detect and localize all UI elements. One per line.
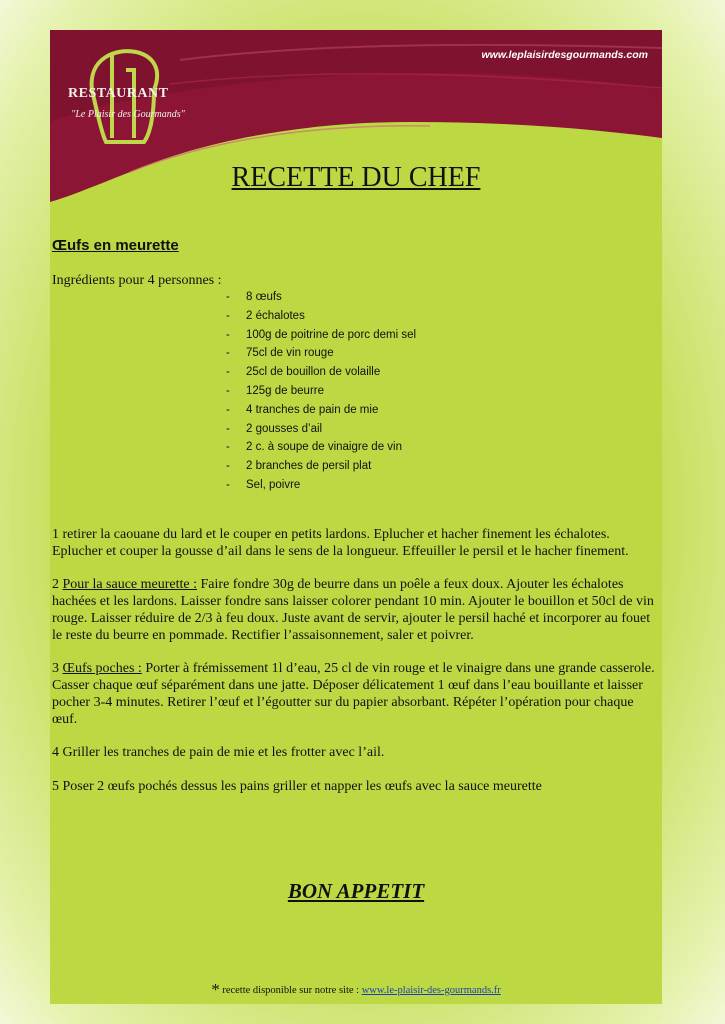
website-url[interactable]: www.leplaisirdesgourmands.com — [481, 49, 648, 61]
recipe-step — [52, 779, 662, 796]
recipe-step — [52, 745, 662, 762]
list-dash: - — [226, 328, 230, 341]
logo-tagline: "Le Plaisir des Gourmands" — [71, 109, 185, 120]
step-text: Griller les tranches de pain de mie et les frotter avec l’ail. — [62, 745, 385, 761]
ingredient-item — [226, 401, 416, 420]
recipe-steps — [52, 527, 662, 813]
step-number: 3 — [52, 661, 59, 677]
step-number: 5 — [52, 778, 59, 794]
ingredient-text: 125g de beurre — [246, 384, 325, 397]
list-dash: - — [226, 422, 230, 435]
list-dash: - — [226, 291, 230, 303]
ingredient-item — [226, 363, 416, 382]
list-dash: - — [226, 441, 230, 454]
ingredient-item — [226, 382, 416, 401]
ingredients-intro: Ingrédients pour 4 personnes : — [52, 273, 222, 288]
footnote-star: * — [211, 980, 220, 999]
step-label: Œufs poches : — [62, 661, 142, 677]
footer-link[interactable]: www.le-plaisir-des-gourmands.fr — [361, 985, 501, 996]
ingredient-item — [226, 438, 416, 457]
ingredient-text: Sel, poivre — [246, 478, 301, 491]
ingredient-item — [226, 420, 416, 439]
step-number: 4 — [52, 745, 59, 761]
list-dash: - — [226, 403, 230, 416]
ingredient-text: 2 branches de persil plat — [246, 460, 372, 473]
ingredient-item — [226, 288, 416, 307]
ingredient-text: 75cl de vin rouge — [246, 347, 334, 360]
ingredient-item — [226, 326, 416, 345]
step-number: 1 — [52, 527, 59, 542]
step-number: 2 — [52, 577, 59, 593]
page-title: RECETTE DU CHEF — [231, 162, 481, 193]
step-text: Faire fondre 30g de beurre dans un poêle a feux doux. Ajouter les échalotes hachées et les lardons. Laisser fondre sans laisser colorer pendant 10 min. Ajouter le bouillon et 50cl de vin rouge. Laisser réduire de 2/3 à feu doux. Juste avant de servir, ajouter le persil haché et incorporer au fouet le reste du beurre en pommade. Rectifier l’assaisonnement, saler et poivrer. — [52, 577, 654, 643]
list-dash: - — [226, 460, 230, 473]
step-text: Poser 2 œufs pochés dessus les pains griller et napper les œufs avec la sauce meurette — [62, 778, 542, 794]
ingredient-item — [226, 307, 416, 326]
ingredient-item — [226, 457, 416, 476]
recipe-page — [50, 30, 662, 1004]
list-dash: - — [226, 478, 230, 491]
ingredient-text: 25cl de bouillon de volaille — [246, 366, 381, 379]
list-dash: - — [226, 384, 230, 397]
ingredient-list — [226, 288, 416, 495]
recipe-name: Œufs en meurette — [52, 237, 179, 254]
ingredient-item — [226, 476, 416, 495]
ingredient-text: 2 c. à soupe de vinaigre de vin — [246, 441, 402, 454]
ingredient-text: 2 gousses d’ail — [246, 422, 323, 435]
list-dash: - — [226, 309, 230, 322]
logo-name: RESTAURANT — [68, 86, 169, 101]
closing-text: BON APPETIT — [287, 879, 425, 903]
ingredient-text: 8 œufs — [246, 291, 282, 303]
footer — [50, 980, 662, 1000]
footer-text: recette disponible sur notre site : — [222, 985, 360, 996]
ingredient-text: 2 échalotes — [246, 309, 305, 322]
ingredient-item — [226, 344, 416, 363]
recipe-step — [52, 661, 662, 728]
recipe-step — [52, 577, 662, 644]
step-text: Porter à frémissement 1l d’eau, 25 cl de vin rouge et le vinaigre dans une grande casserole. Casser chaque œuf séparément dans une jatte. Déposer délicatement 1 œuf dans l’eau bouillante et laisser pocher 3-4 minutes. Retirer l’œuf et l’égoutter sur du papier absorbant. Répéter l’opération pour chaque œuf. — [52, 661, 655, 727]
ingredient-text: 100g de poitrine de porc demi sel — [246, 328, 417, 341]
step-label: Pour la sauce meurette : — [62, 577, 198, 593]
ingredient-text: 4 tranches de pain de mie — [246, 403, 379, 416]
step-text: retirer la caouane du lard et le couper en petits lardons. Eplucher et hacher finement les échalotes. Eplucher et couper la gousse d’ail dans le sens de la longueur. Effeuiller le persil et le hacher finement. — [52, 527, 629, 559]
recipe-step — [52, 527, 662, 561]
list-dash: - — [226, 366, 230, 379]
list-dash: - — [226, 347, 230, 360]
